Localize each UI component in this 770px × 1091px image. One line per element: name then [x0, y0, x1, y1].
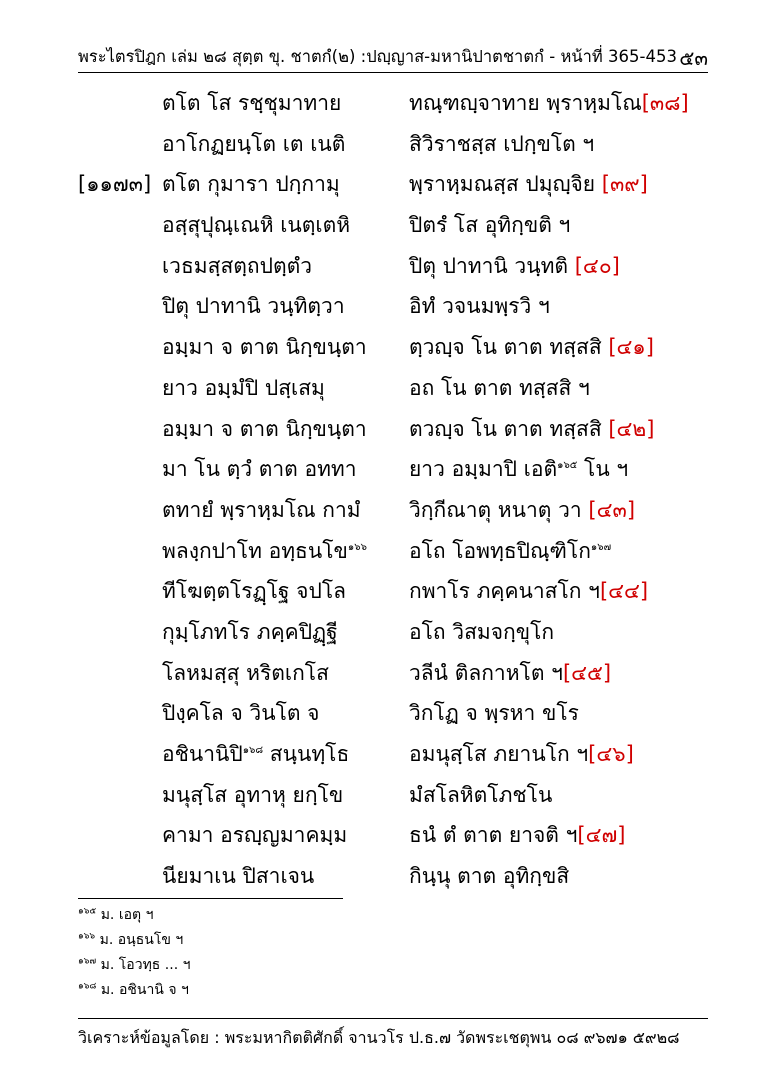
page-header [78, 40, 708, 76]
verse-left-hemistich [162, 779, 343, 812]
verse-right-hemistich [409, 128, 594, 161]
verse-marker: [๔๑] [608, 335, 654, 360]
verse-row [0, 657, 770, 698]
verse-right-hemistich [409, 209, 570, 242]
verse-right-text: วิกฺกีณาตุ หนาตุ วา [409, 497, 589, 522]
verse-right-text: ตวญฺจ โน ตาต ทสฺสสิ [409, 416, 609, 441]
verse-marker: [๔๗] [577, 823, 626, 848]
verse-right-hemistich [409, 779, 552, 812]
verse-left-hemistich [162, 657, 329, 690]
verse-left-text: ยาว อมฺมํปิ ปสฺเสมุ [162, 375, 325, 400]
verse-row [0, 87, 770, 128]
footnote [78, 929, 478, 954]
footnote [78, 954, 478, 979]
verse-left-hemistich [162, 860, 314, 893]
verse-right-text: วิกโฏ จ พฺรหา ขโร [409, 701, 579, 726]
footer-divider [78, 1018, 708, 1019]
verse-left-text: มา โน ตฺวํ ตาต อททา [162, 457, 357, 482]
verse-row [0, 372, 770, 413]
verse-right-hemistich [409, 331, 654, 364]
footnote-number: ๑๖๘ [78, 981, 97, 992]
verse-left-text: มนุสฺโส อุทาหุ ยกฺโข [162, 782, 344, 807]
verse-marker: [๓๘] [641, 91, 689, 115]
verse-left-text: เวธมสฺสตฺถปตฺตํว [162, 253, 313, 278]
verse-right-text: อิทํ วจนมพฺรวิ ฯ [409, 294, 550, 319]
verse-left-hemistich [162, 575, 346, 608]
verse-row [0, 250, 770, 291]
footnote-divider [78, 898, 343, 899]
verse-right-text: ปิตรํ โส อุทิกฺขติ ฯ [409, 213, 571, 238]
verse-right-text: กพาโร ภคฺคนาสโก ฯ [409, 579, 600, 604]
verse-row [0, 616, 770, 657]
verse-row [0, 413, 770, 454]
verse-row [0, 575, 770, 616]
page-number: ๕๓ [679, 46, 708, 70]
verse-marker: [๔๔] [599, 579, 649, 604]
verse-right-hemistich [409, 819, 626, 852]
footnote-ref: ๑๖๘ [242, 745, 264, 756]
verse-left-text: ปิตุ ปาทานิ วนฺทิตฺวา [162, 294, 345, 319]
verse-left-hemistich [162, 697, 319, 730]
verse-left-text: โลหมสฺสุ หริตเกโส [162, 660, 329, 685]
footnote [78, 904, 478, 929]
verse-right-text: ธนํ ตํ ตาต ยาจติ ฯ [409, 823, 578, 848]
verse-marker: [๓๙] [601, 172, 648, 197]
verse-number: [๑๑๗๓] [78, 172, 152, 197]
header-title: พระไตรปิฎก เล่ม ๒๘ สุตฺต ขุ. ชาตกํ(๒) :ปญฺญาส-มหานิปาตชาตกํ - หน้าที่ 365-453 [78, 47, 677, 66]
verse-right-hemistich [409, 697, 579, 730]
verse-left-text: อชินานิปิ [162, 742, 243, 766]
verse-left-text: อมฺมา จ ตาต นิกฺขนฺตา [162, 335, 367, 360]
verse-left-hemistich [162, 819, 347, 852]
footnote [78, 979, 478, 1004]
verse-left-text: ตโต โส รชฺชุมาทาย [162, 91, 342, 115]
verse-right-text: อถ โน ตาต ทสฺสสิ ฯ [409, 375, 590, 400]
verse-left-hemistich [162, 87, 341, 120]
verse-left-text: อมฺมา จ ตาต นิกฺขนฺตา [162, 416, 367, 441]
verse-marker: [๔๒] [608, 416, 655, 441]
verse-row [0, 128, 770, 169]
verse-row [0, 535, 770, 576]
verse-row [0, 819, 770, 860]
verse-row [0, 697, 770, 738]
footnote-number: ๑๖๕ [78, 906, 97, 917]
verse-right-text: กินฺนุ ตาต อุทิกฺขสิ [409, 864, 570, 889]
verse-left-text: ตทายํ พฺราหฺมโณ กามํ [162, 497, 361, 522]
verse-right-text: ทณฺฑญฺจาทาย พฺราหฺมโณ [409, 91, 642, 115]
verse-right-text: อมนุสฺโส ภยานโก ฯ [409, 742, 589, 766]
verse-right-hemistich [409, 494, 635, 527]
verse-row [0, 779, 770, 820]
verse-right-text: อโถ โอพทฺธปิณฺฑิโก [409, 538, 591, 563]
verse-right-hemistich [409, 575, 648, 608]
verse-list [0, 87, 770, 901]
verse-marker: [๔๓] [588, 497, 636, 522]
verse-left-text: พลงฺกปาโท อทฺธนโข [162, 538, 348, 563]
verse-right-text: อโถ วิสมจกฺขุโก [409, 619, 555, 644]
verse-left-text: อสฺสุปุณฺเณหิ เนตฺเตหิ [162, 213, 351, 238]
footnote-list [78, 904, 478, 1004]
verse-left-hemistich [162, 413, 367, 446]
verse-left-text: คามา อรญฺญมาคมฺม [162, 823, 348, 848]
verse-left-hemistich [162, 372, 325, 405]
verse-row [0, 860, 770, 901]
footnote-text: ม. อชินานิ จ ฯ [100, 982, 189, 998]
footnote-ref: ๑๖๕ [557, 460, 578, 472]
verse-left-hemistich [162, 290, 345, 323]
verse-left-hemistich [162, 453, 357, 486]
verse-left-hemistich [162, 250, 312, 283]
verse-right-hemistich [409, 860, 569, 893]
verse-left-hemistich [162, 616, 338, 649]
footnote-number: ๑๖๗ [78, 956, 97, 967]
verse-left-hemistich [162, 535, 367, 568]
verse-row [0, 168, 770, 209]
verse-left-text: นียมาเน ปิสาเจน [162, 864, 315, 889]
verse-left-text: ปิงฺคโล จ วินโต จ [162, 701, 320, 726]
verse-right-text: พฺราหฺมณสฺส ปมุญฺจิย [409, 172, 602, 197]
verse-right-hemistich [409, 616, 554, 649]
verse-right-tail: โน ฯ [577, 457, 629, 482]
verse-marker: [๔๖] [588, 742, 634, 766]
verse-right-hemistich [409, 168, 648, 201]
verse-left-hemistich [162, 494, 361, 527]
footnote-text: ม. เอตุ ฯ [100, 907, 154, 923]
verse-row [0, 738, 770, 779]
verse-right-text: สิวิราชสฺส เปกฺขโต ฯ [409, 131, 595, 156]
footnote-ref: ๑๖๗ [590, 541, 612, 553]
verse-right-hemistich [409, 657, 611, 690]
verse-right-text: ตฺวญฺจ โน ตาต ทสฺสสิ [409, 335, 609, 360]
verse-left-text: อาโกฏยนฺโต เต เนติ [162, 131, 346, 156]
verse-left-text: ทีโฆตฺตโรฏฺโฐ จปโล [162, 579, 346, 604]
verse-right-hemistich [409, 535, 611, 568]
verse-right-text: ยาว อมฺมาปิ เอติ [409, 457, 558, 482]
verse-marker: [๔๕] [562, 660, 612, 685]
footnote-number: ๑๖๖ [78, 931, 96, 942]
verse-row [0, 209, 770, 250]
verse-right-hemistich [409, 738, 634, 771]
footnote-ref: ๑๖๖ [347, 541, 367, 553]
verse-row [0, 331, 770, 372]
verse-right-hemistich [409, 453, 628, 486]
verse-left-hemistich [162, 128, 345, 161]
verse-right-text: วลีนํ ติลกาหโต ฯ [409, 660, 563, 685]
footnote-text: ม. โอวทฺธ ... ฯ [100, 957, 191, 973]
verse-row [0, 494, 770, 535]
verse-right-hemistich [409, 87, 689, 120]
verse-right-hemistich [409, 250, 620, 283]
verse-right-hemistich [409, 290, 550, 323]
verse-left-text: ตโต กุมารา ปกฺกามุ [162, 172, 340, 197]
header-divider [78, 72, 708, 73]
footnote-text: ม. อนฺธนโข ฯ [99, 932, 184, 948]
verse-marker: [๔๐] [574, 253, 620, 278]
verse-row [0, 290, 770, 331]
verse-left-hemistich [162, 168, 340, 201]
verse-right-hemistich [409, 372, 590, 405]
verse-right-text: ปิตุ ปาทานิ วนฺทติ [409, 253, 575, 278]
page-footer: วิเคราะห์ข้อมูลโดย : พระมหากิตติศักดิ์ จานวโร ป.ธ.๗ วัดพระเชตุพน ๐๘ ๙๖๗๑ ๕๙๒๘ [78, 1028, 680, 1047]
verse-right-text: มํสโลหิตโภชโน [409, 782, 553, 807]
verse-left-hemistich [162, 209, 350, 242]
verse-left-hemistich [162, 331, 367, 364]
verse-left-tail: สนฺนทฺโธ [263, 742, 350, 766]
verse-left-hemistich [162, 738, 349, 771]
verse-row [0, 453, 770, 494]
verse-left-text: กุมฺโภทโร ภคฺคปิฏฺฐี [162, 619, 338, 644]
verse-right-hemistich [409, 413, 654, 446]
